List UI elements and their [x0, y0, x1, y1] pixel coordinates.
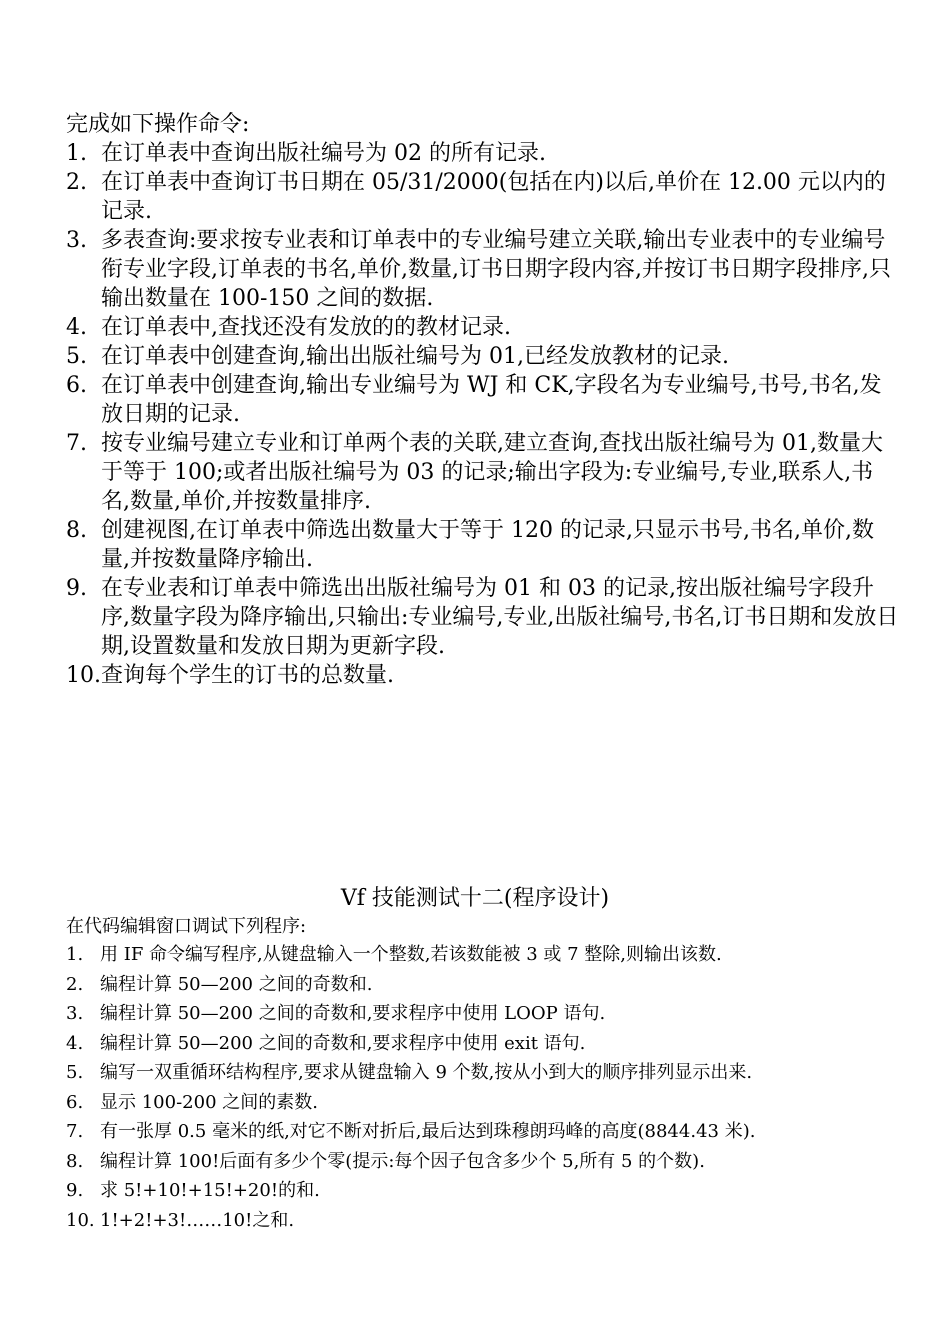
program-item: [66, 999, 902, 1029]
item-number: 1.: [66, 944, 84, 965]
item-number: 7.: [66, 431, 87, 456]
operation-item: [66, 429, 902, 516]
item-number: 3.: [66, 1003, 84, 1024]
item-text: 多表查询:要求按专业表和订单表中的专业编号建立关联,输出专业表中的专业编号衔专业字段,订单表的书名,单价,数量,订书日期字段内容,并按订书日期字段排序,只输出数量在 100-150 之间的数据.: [101, 228, 891, 311]
operations-list: [66, 139, 902, 690]
program-item: [66, 970, 902, 1000]
item-number: 2.: [66, 973, 84, 995]
operation-item: [66, 342, 902, 371]
programming-intro: 在代码编辑窗口调试下列程序:: [66, 916, 307, 937]
item-text: 1!+2!+3!……10!之和.: [100, 1209, 295, 1231]
item-number: 9.: [66, 1180, 84, 1201]
item-text: 查询每个学生的订书的总数量.: [101, 663, 394, 688]
item-text: 显示 100-200 之间的素数.: [100, 1091, 318, 1113]
item-text: 在订单表中查询订书日期在 05/31/2000(包括在内)以后,单价在 12.00 元以内的记录.: [101, 170, 886, 224]
operation-item: [66, 313, 902, 342]
item-number: 8.: [66, 518, 87, 543]
item-text: 有一张厚 0.5 毫米的纸,对它不断对折后,最后达到珠穆朗玛峰的高度(8844.43 米).: [100, 1121, 756, 1142]
item-number: 4.: [66, 315, 87, 340]
item-number: 10.: [66, 1209, 95, 1231]
section-title: Vf 技能测试十二(程序设计): [340, 886, 610, 911]
item-number: 6.: [66, 1091, 84, 1113]
item-text: 在订单表中查询出版社编号为 02 的所有记录.: [101, 141, 546, 166]
item-number: 1.: [66, 141, 87, 166]
item-number: 9.: [66, 576, 87, 601]
item-text: 编程计算 100!后面有多少个零(提示:每个因子包含多少个 5,所有 5 的个数).: [100, 1150, 705, 1172]
item-text: 编程计算 50—200 之间的奇数和.: [100, 973, 373, 995]
item-text: 编程计算 50—200 之间的奇数和,要求程序中使用 LOOP 语句.: [100, 1003, 606, 1024]
program-item: [66, 1117, 902, 1147]
item-number: 5.: [66, 1062, 84, 1083]
item-number: 8.: [66, 1150, 84, 1172]
item-text: 在专业表和订单表中筛选出出版社编号为 01 和 03 的记录,按出版社编号字段升序,数量字段为降序输出,只输出:专业编号,专业,出版社编号,书名,订书日期和发放日期,设置数量和发放日期为更新字段.: [101, 576, 899, 659]
operation-item: [66, 139, 902, 168]
program-item: [66, 1029, 902, 1059]
item-text: 求 5!+10!+15!+20!的和.: [100, 1180, 320, 1201]
item-number: 5.: [66, 344, 87, 369]
item-text: 在订单表中,查找还没有发放的的教材记录.: [101, 315, 511, 340]
operations-intro: 完成如下操作命令:: [66, 112, 250, 137]
item-number: 6.: [66, 373, 87, 398]
program-item: [66, 1176, 902, 1206]
operation-item: [66, 371, 902, 429]
operation-item: [66, 574, 902, 661]
item-number: 7.: [66, 1121, 84, 1142]
program-item: [66, 1088, 902, 1118]
program-item: [66, 1058, 902, 1088]
item-number: 2.: [66, 170, 87, 195]
item-text: 用 IF 命令编写程序,从键盘输入一个整数,若该数能被 3 或 7 整除,则输出该数.: [100, 944, 722, 965]
operation-item: [66, 168, 902, 226]
programming-list: [66, 940, 902, 1235]
item-number: 10.: [66, 663, 101, 688]
operation-item: [66, 226, 902, 313]
operation-item: [66, 661, 902, 690]
item-text: 编程计算 50—200 之间的奇数和,要求程序中使用 exit 语句.: [100, 1032, 586, 1054]
item-text: 创建视图,在订单表中筛选出数量大于等于 120 的记录,只显示书号,书名,单价,数量,并按数量降序输出.: [101, 518, 874, 572]
programming-section: [66, 914, 902, 1235]
program-item: [66, 1206, 902, 1236]
item-number: 4.: [66, 1032, 84, 1054]
item-text: 在订单表中创建查询,输出专业编号为 WJ 和 CK,字段名为专业编号,书号,书名,发放日期的记录.: [101, 373, 882, 427]
operation-item: [66, 516, 902, 574]
item-number: 3.: [66, 228, 87, 253]
operations-section: [66, 110, 902, 690]
program-item: [66, 940, 902, 970]
program-item: [66, 1147, 902, 1177]
item-text: 按专业编号建立专业和订单两个表的关联,建立查询,查找出版社编号为 01,数量大于等于 100;或者出版社编号为 03 的记录;输出字段为:专业编号,专业,联系人,书名,数量,单价,并按数量排序.: [101, 431, 883, 514]
item-text: 编写一双重循环结构程序,要求从键盘输入 9 个数,按从小到大的顺序排列显示出来.: [100, 1062, 753, 1083]
item-text: 在订单表中创建查询,输出出版社编号为 01,已经发放教材的记录.: [101, 344, 729, 369]
